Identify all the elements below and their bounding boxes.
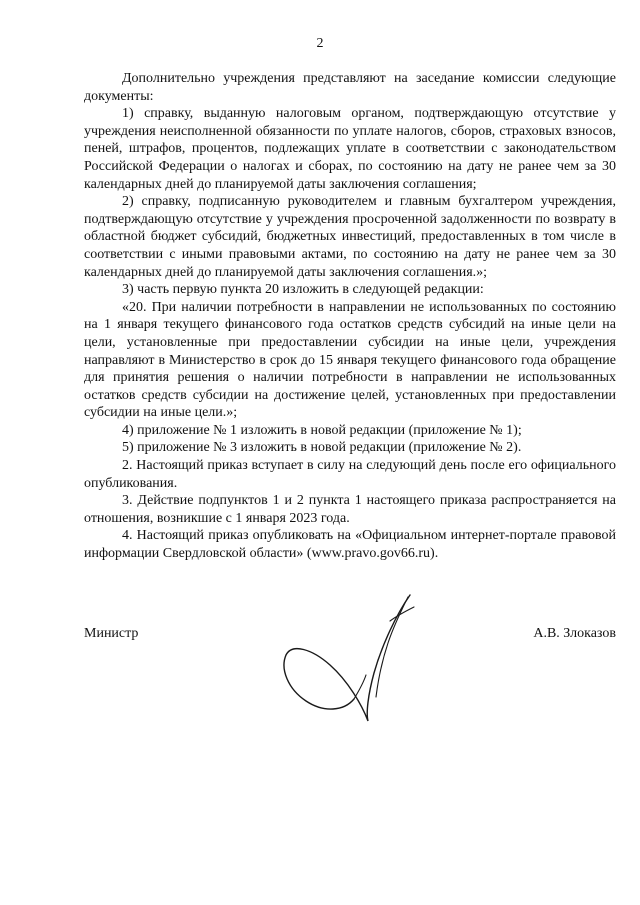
paragraph-item-5-appendix-3: 5) приложение № 3 изложить в новой редакции (приложение № 2). [122,440,522,456]
paragraph-item-3-point-20: 3) часть первую пункта 20 изложить в следующей редакции: [122,282,484,298]
page-number: 2 [316,36,324,51]
signature-block [84,626,616,646]
document-body [84,70,616,563]
paragraph-4-publication: 4. Настоящий приказ опубликовать на «Официальном интернет-портале правовой информации Свердловской области» (www.pravo.gov66.ru). [84,528,616,562]
paragraph-3-applicability: 3. Действие подпунктов 1 и 2 пункта 1 настоящего приказа распространяется на отношения, возникшие с 1 января 2023 года. [84,493,616,526]
paragraph-item-1-tax-certificate: 1) справку, выданную налоговым органом, подтверждающую отсутствие у учреждения неисполненной обязанности по уплате налогов, сборов, страховых взносов, пеней, штрафов, процентов, подлежащих уплате в соответствии с законодательством Российской Федерации о налогах и сборах, по состоянию на дату не ранее чем за 30 календарных дней до планируемой даты заключения соглашения; [84,106,616,192]
handwritten-signature [278,585,428,730]
paragraph-item-4-appendix-1: 4) приложение № 1 изложить в новой редакции (приложение № 1); [122,422,522,438]
signer-title: Министр [84,626,139,641]
paragraph-point-20-text: «20. При наличии потребности в направлении не использованных по состоянию на 1 января текущего финансового года остатков средств субсидий на иные цели на цели, установленные при предоставлении субсидии на иные цели, учреждения направляют в Министерство в срок до 15 января текущего финансового года обращение для принятия решения о наличии потребности в направлении не использованных остатков средств субсидии на достижение целей, установленных при предоставлении субсидии на иные цели.»; [84,299,616,421]
paragraph-additional-documents: Дополнительно учреждения представляют на заседание комиссии следующие документы: [84,71,616,104]
paragraph-2-entry-into-force: 2. Настоящий приказ вступает в силу на следующий день после его официального опубликования. [84,458,616,491]
signer-name: А.В. Злоказов [533,626,616,641]
paragraph-item-2-debt-certificate: 2) справку, подписанную руководителем и главным бухгалтером учреждения, подтверждающую отсутствие у учреждения просроченной задолженности по возврату в областной бюджет субсидий, бюджетных инвестиций, предоставленных в том числе в соответствии с иными правовыми актами, по состоянию на дату не ранее чем за 30 календарных дней до планируемой даты заключения соглашения.»; [84,194,616,280]
